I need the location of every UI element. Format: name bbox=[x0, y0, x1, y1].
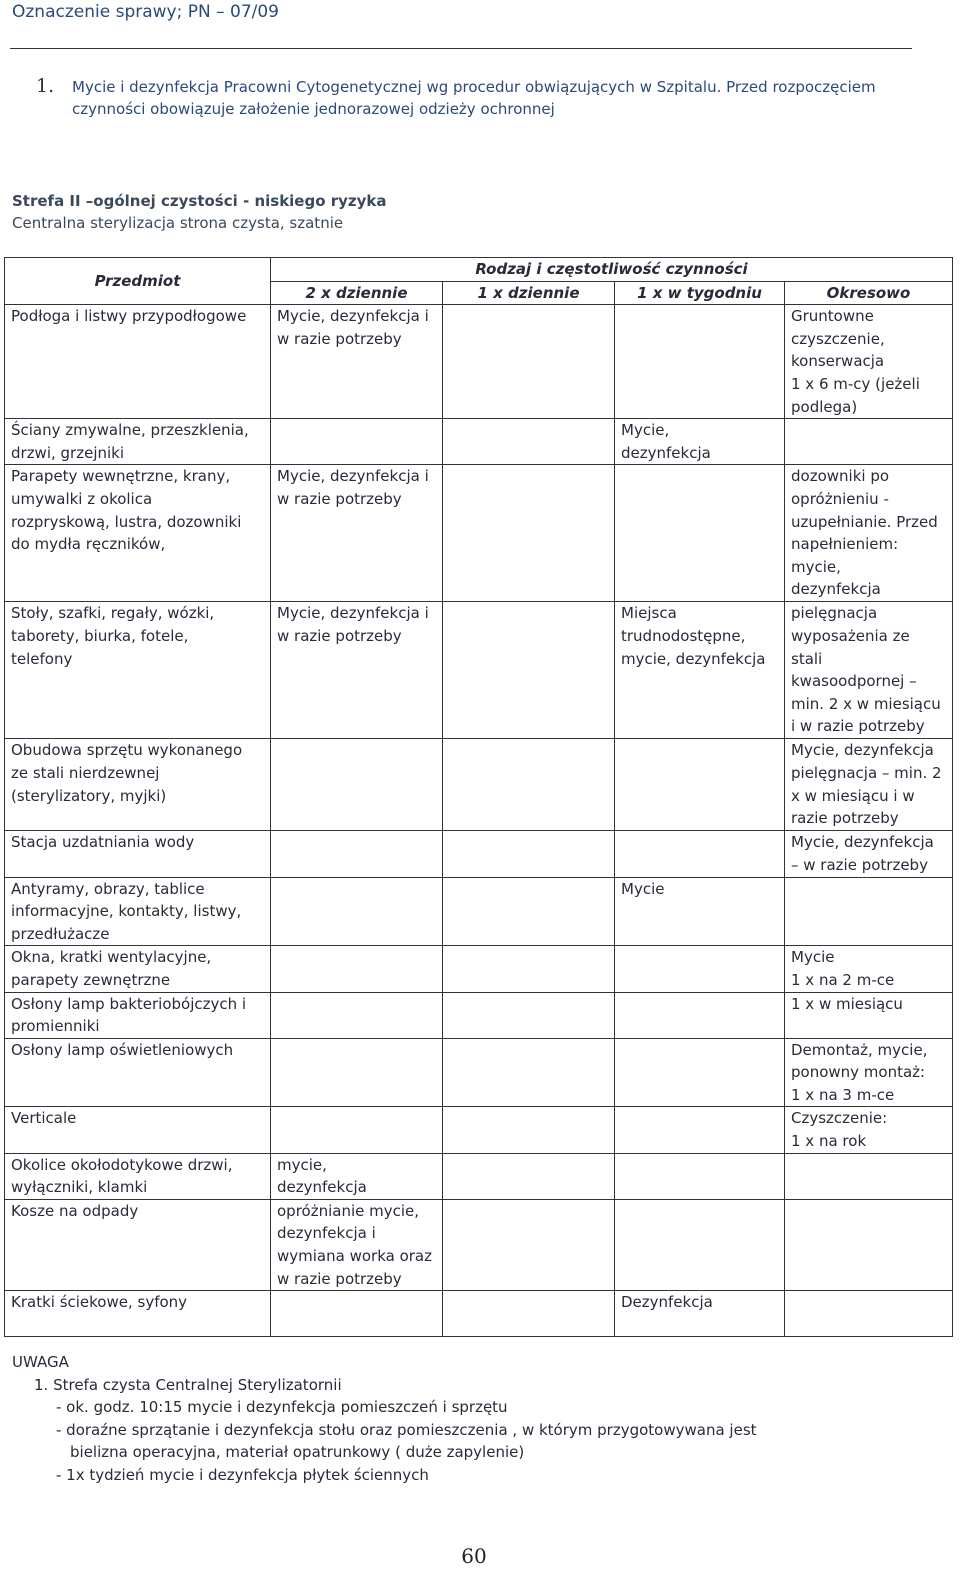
row-cell-c3 bbox=[615, 992, 785, 1038]
row-cell-c4: Mycie, dezynfekcja – w razie potrzeby bbox=[785, 831, 953, 877]
row-cell-c3: Mycie bbox=[615, 877, 785, 946]
zone-title: Strefa II –ogólnej czystości - niskiego ryzyka bbox=[12, 192, 387, 210]
row-item-name: Kratki ściekowe, syfony bbox=[5, 1291, 271, 1337]
row-cell-c1: mycie, dezynfekcja bbox=[271, 1153, 443, 1199]
header-przedmiot: Przedmiot bbox=[5, 258, 271, 305]
cleaning-schedule-table bbox=[4, 257, 953, 1337]
row-item-name: Osłony lamp bakteriobójczych i promienniki bbox=[5, 992, 271, 1038]
row-cell-c2 bbox=[443, 1199, 615, 1290]
row-cell-c1 bbox=[271, 739, 443, 831]
header-rodzaj: Rodzaj i częstotliwość czynności bbox=[271, 258, 953, 282]
row-cell-c4: Mycie 1 x na 2 m-ce bbox=[785, 946, 953, 992]
row-item-name: Okna, kratki wentylacyjne, parapety zewnętrzne bbox=[5, 946, 271, 992]
case-label: Oznaczenie sprawy; PN – 07/09 bbox=[12, 2, 280, 22]
row-cell-c3 bbox=[615, 1199, 785, 1290]
row-cell-c3: Miejsca trudnodostępne, mycie, dezynfekcja bbox=[615, 602, 785, 739]
table-row bbox=[5, 419, 953, 465]
row-cell-c2 bbox=[443, 602, 615, 739]
page-number: 60 bbox=[461, 1544, 487, 1568]
row-item-name: Stacja uzdatniania wody bbox=[5, 831, 271, 877]
row-item-name: Parapety wewnętrzne, krany, umywalki z okolica rozpryskową, lustra, dozowniki do mydła ręczników, bbox=[5, 465, 271, 602]
table-row bbox=[5, 739, 953, 831]
row-cell-c2 bbox=[443, 1038, 615, 1107]
row-cell-c4: Czyszczenie: 1 x na rok bbox=[785, 1107, 953, 1153]
row-cell-c4 bbox=[785, 1153, 953, 1199]
table-row bbox=[5, 831, 953, 877]
row-cell-c4: 1 x w miesiącu bbox=[785, 992, 953, 1038]
note-title: UWAGA bbox=[12, 1353, 69, 1371]
row-item-name: Obudowa sprzętu wykonanego ze stali nierdzewnej (sterylizatory, myjki) bbox=[5, 739, 271, 831]
row-item-name: Okolice okołodotykowe drzwi, wyłączniki, klamki bbox=[5, 1153, 271, 1199]
row-cell-c1: opróżnianie mycie, dezynfekcja i wymiana worka oraz w razie potrzeby bbox=[271, 1199, 443, 1290]
header-col-1x-daily: 1 x dziennie bbox=[443, 281, 615, 305]
row-cell-c1 bbox=[271, 831, 443, 877]
row-item-name: Kosze na odpady bbox=[5, 1199, 271, 1290]
row-item-name: Ściany zmywalne, przeszklenia, drzwi, grzejniki bbox=[5, 419, 271, 465]
row-cell-c4 bbox=[785, 877, 953, 946]
table-row bbox=[5, 305, 953, 419]
row-cell-c2 bbox=[443, 1291, 615, 1337]
row-item-name: Podłoga i listwy przypodłogowe bbox=[5, 305, 271, 419]
row-cell-c1 bbox=[271, 992, 443, 1038]
table-row bbox=[5, 465, 953, 602]
row-cell-c3: Dezynfekcja bbox=[615, 1291, 785, 1337]
row-cell-c4: Gruntowne czyszczenie, konserwacja 1 x 6 m-cy (jeżeli podlega) bbox=[785, 305, 953, 419]
row-cell-c3 bbox=[615, 305, 785, 419]
table-row bbox=[5, 1038, 953, 1107]
row-cell-c3 bbox=[615, 831, 785, 877]
row-cell-c4: dozowniki po opróżnieniu - uzupełnianie. Przed napełnieniem: mycie, dezynfekcja bbox=[785, 465, 953, 602]
row-cell-c2 bbox=[443, 739, 615, 831]
row-cell-c1 bbox=[271, 877, 443, 946]
row-cell-c1 bbox=[271, 1038, 443, 1107]
row-cell-c4: Demontaż, mycie, ponowny montaż: 1 x na 3 m-ce bbox=[785, 1038, 953, 1107]
row-cell-c2 bbox=[443, 465, 615, 602]
note-line: - ok. godz. 10:15 mycie i dezynfekcja pomieszczeń i sprzętu bbox=[56, 1398, 508, 1416]
row-cell-c4 bbox=[785, 1199, 953, 1290]
intro-line-2: czynności obowiązuje założenie jednorazowej odzieży ochronnej bbox=[72, 100, 555, 118]
table-row bbox=[5, 877, 953, 946]
row-item-name: Stoły, szafki, regały, wózki, taborety, biurka, fotele, telefony bbox=[5, 602, 271, 739]
row-cell-c3 bbox=[615, 465, 785, 602]
row-cell-c2 bbox=[443, 946, 615, 992]
note-line: - 1x tydzień mycie i dezynfekcja płytek ściennych bbox=[56, 1465, 429, 1484]
table-row bbox=[5, 1107, 953, 1153]
row-cell-c4: pielęgnacja wyposażenia ze stali kwasoodpornej – min. 2 x w miesiącu i w razie potrzeby bbox=[785, 602, 953, 739]
row-cell-c3: Mycie, dezynfekcja bbox=[615, 419, 785, 465]
table-row bbox=[5, 946, 953, 992]
note-point: 1. Strefa czysta Centralnej Sterylizatornii bbox=[34, 1375, 342, 1394]
row-cell-c4: Mycie, dezynfekcja pielęgnacja – min. 2 x w miesiącu i w razie potrzeby bbox=[785, 739, 953, 831]
row-cell-c2 bbox=[443, 1107, 615, 1153]
row-cell-c1 bbox=[271, 419, 443, 465]
row-item-name: Antyramy, obrazy, tablice informacyjne, kontakty, listwy, przedłużacze bbox=[5, 877, 271, 946]
row-cell-c2 bbox=[443, 419, 615, 465]
row-cell-c3 bbox=[615, 1038, 785, 1107]
table-row bbox=[5, 1153, 953, 1199]
row-cell-c1: Mycie, dezynfekcja i w razie potrzeby bbox=[271, 602, 443, 739]
row-cell-c1: Mycie, dezynfekcja i w razie potrzeby bbox=[271, 305, 443, 419]
row-cell-c3 bbox=[615, 739, 785, 831]
row-cell-c1 bbox=[271, 1107, 443, 1153]
row-cell-c2 bbox=[443, 831, 615, 877]
intro-paragraph bbox=[36, 75, 946, 120]
table-row bbox=[5, 992, 953, 1038]
header-col-2x-daily: 2 x dziennie bbox=[271, 281, 443, 305]
row-cell-c2 bbox=[443, 305, 615, 419]
zone-heading bbox=[12, 190, 387, 234]
row-cell-c3 bbox=[615, 1107, 785, 1153]
row-cell-c4 bbox=[785, 419, 953, 465]
row-item-name: Osłony lamp oświetleniowych bbox=[5, 1038, 271, 1107]
row-cell-c3 bbox=[615, 946, 785, 992]
row-cell-c1: Mycie, dezynfekcja i w razie potrzeby bbox=[271, 465, 443, 602]
row-cell-c2 bbox=[443, 992, 615, 1038]
table-row bbox=[5, 602, 953, 739]
row-cell-c2 bbox=[443, 877, 615, 946]
row-cell-c2 bbox=[443, 1153, 615, 1199]
intro-line-1: Mycie i dezynfekcja Pracowni Cytogenetycznej wg procedur obwiązujących w Szpitalu. Przed rozpoczęciem bbox=[72, 78, 876, 96]
note-line: - doraźne sprzątanie i dezynfekcja stołu oraz pomieszczenia , w którym przygotowywana jest bbox=[56, 1420, 757, 1439]
intro-number: 1. bbox=[36, 75, 55, 97]
row-item-name: Verticale bbox=[5, 1107, 271, 1153]
note-section bbox=[12, 1351, 932, 1486]
header-divider bbox=[10, 48, 912, 49]
row-cell-c1 bbox=[271, 946, 443, 992]
note-line: bielizna operacyjna, materiał opatrunkowy ( duże zapylenie) bbox=[70, 1443, 525, 1461]
zone-subtitle: Centralna sterylizacja strona czysta, szatnie bbox=[12, 214, 344, 232]
table-row bbox=[5, 1291, 953, 1337]
header-col-periodic: Okresowo bbox=[785, 281, 953, 305]
row-cell-c1 bbox=[271, 1291, 443, 1337]
header-col-weekly: 1 x w tygodniu bbox=[615, 281, 785, 305]
row-cell-c3 bbox=[615, 1153, 785, 1199]
table-row bbox=[5, 1199, 953, 1290]
row-cell-c4 bbox=[785, 1291, 953, 1337]
